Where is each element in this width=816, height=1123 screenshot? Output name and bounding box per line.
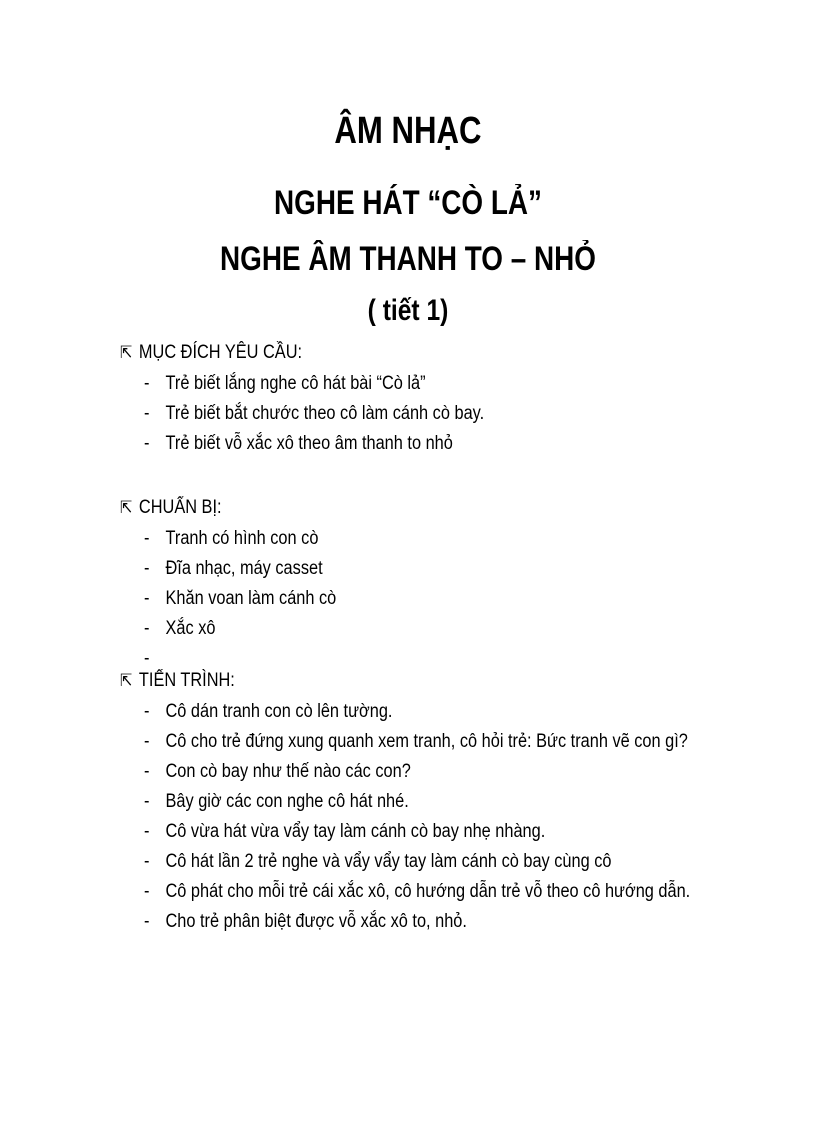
section-purpose-heading xyxy=(120,342,302,364)
lesson-title-song: NGHE HÁT “CÒ LẢ” xyxy=(274,184,542,222)
section-heading-label: MỤC ĐÍCH YÊU CẦU: xyxy=(138,342,303,363)
lesson-title-sound: NGHE ÂM THANH TO – NHỎ xyxy=(220,240,596,278)
arrow-up-left-icon: ⇱ xyxy=(120,498,133,517)
section-process-heading xyxy=(120,670,235,692)
list-item: - Trẻ biết vỗ xắc xô theo âm thanh to nhỏ xyxy=(144,429,660,459)
arrow-up-left-icon: ⇱ xyxy=(120,343,133,362)
list-item-text: - Cô cho trẻ đứng xung quanh xem tranh, cô hỏi trẻ: Bức tranh vẽ con gì? xyxy=(165,731,688,752)
section-prepare-heading xyxy=(120,497,222,519)
list-item: - Cô hát lần 2 trẻ nghe và vẩy vẩy tay làm cánh cò bay cùng cô xyxy=(144,847,660,877)
list-item: - Tranh có hình con cò xyxy=(144,524,660,554)
list-item: - Xắc xô xyxy=(144,614,660,644)
list-item: - Con cò bay như thế nào các con? xyxy=(144,757,660,787)
list-item: - Khăn voan làm cánh cò xyxy=(144,584,660,614)
list-item-text: - Cô phát cho mỗi trẻ cái xắc xô, cô hướng dẫn trẻ vỗ theo cô hướng dẫn. xyxy=(165,881,691,902)
list-item: - Trẻ biết bắt chước theo cô làm cánh cò bay. xyxy=(144,399,660,429)
arrow-up-left-icon: ⇱ xyxy=(120,671,133,690)
list-item xyxy=(144,727,688,757)
list-item: - Cho trẻ phân biệt được vỗ xắc xô to, nhỏ. xyxy=(144,907,660,937)
list-item xyxy=(144,877,691,907)
list-item: - Bây giờ các con nghe cô hát nhé. xyxy=(144,787,660,817)
subject-title: ÂM NHẠC xyxy=(334,110,482,152)
list-item: - Đĩa nhạc, máy casset xyxy=(144,554,660,584)
list-item: - Cô vừa hát vừa vẩy tay làm cánh cò bay nhẹ nhàng. xyxy=(144,817,660,847)
list-item: - Cô dán tranh con cò lên tường. xyxy=(144,697,660,727)
section-heading-label: TIẾN TRÌNH: xyxy=(138,670,235,691)
prepare-list xyxy=(144,524,744,668)
section-heading-label: CHUẨN BỊ: xyxy=(138,497,222,518)
process-list xyxy=(144,697,744,937)
purpose-list xyxy=(144,369,744,459)
lesson-period: ( tiết 1) xyxy=(367,294,449,327)
list-item-empty xyxy=(144,644,660,668)
list-item: - Trẻ biết lắng nghe cô hát bài “Cò lả” xyxy=(144,369,660,399)
